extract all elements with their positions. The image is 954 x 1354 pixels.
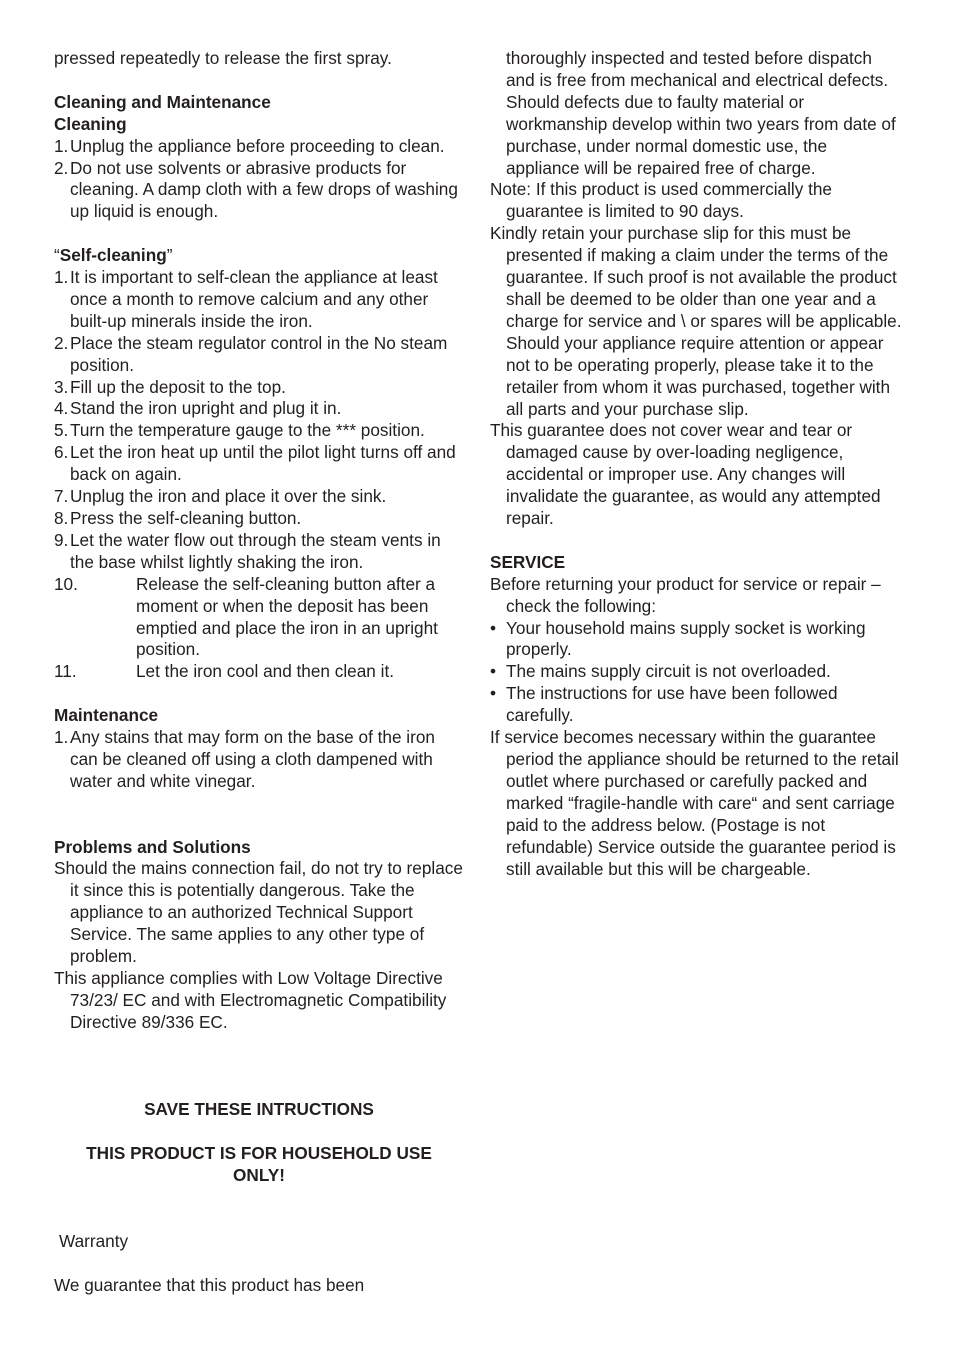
self-cleaning-item (54, 508, 464, 530)
item-text: Unplug the appliance before proceeding to clean. (70, 135, 445, 156)
self-cleaning-item (54, 486, 464, 508)
self-cleaning-item (54, 333, 464, 377)
right-column (490, 48, 902, 880)
self-cleaning-item (54, 267, 464, 333)
item-number: 10. (54, 573, 78, 594)
item-text: Let the iron heat up until the pilot light turns off and back on again. (70, 442, 456, 485)
warranty-label: Warranty (59, 1230, 129, 1251)
cleaning-heading: Cleaning (54, 113, 127, 134)
item-text: Release the self-cleaning button after a moment or when the deposit has been emptied and place the iron in an upright position. (136, 573, 438, 660)
warranty-text-continued: thoroughly inspected and tested before dispatch and is free from mechanical and electrical defects. Should defects due to faulty material or workmanship develop within two years from date of purchase, under normal domestic use, the appliance will be repaired free of charge. (506, 48, 896, 178)
service-heading: SERVICE (490, 551, 566, 572)
problems-paragraph: Should the mains connection fail, do not try to replace it since this is potentially dangerous. Take the appliance to an authorized Technical Support Service. The same applies to any other type of problem. (54, 858, 463, 967)
cleaning-item (54, 158, 464, 224)
purchase-slip-paragraph: Kindly retain your purchase slip for this must be presented if making a claim under the terms of the guarantee. If such proof is not available the product shall be deemed to be older than one year and a charge for service and \ or spares will be applicable. Should your appliance require attention or appear not to be operating properly, please take it to the retailer from whom it was purchased, together with all parts and your purchase slip. (490, 223, 902, 419)
item-text: It is important to self-clean the appliance at least once a month to remove calcium and any other built-up minerals inside the iron. (70, 267, 438, 331)
open-quote: “ (54, 245, 60, 266)
bullet-icon: • (490, 617, 497, 638)
bullet-text: The instructions for use have been followed carefully. (506, 683, 838, 726)
item-text: Turn the temperature gauge to the *** position. (70, 420, 425, 441)
commercial-note: Note: If this product is used commercially the guarantee is limited to 90 days. (490, 179, 832, 222)
item-text: Any stains that may form on the base of the iron can be cleaned off using a cloth dampened with water and white vinegar. (70, 727, 435, 791)
cleaning-item (54, 136, 464, 158)
household-use-heading: THIS PRODUCT IS FOR HOUSEHOLD USE ONLY! (86, 1143, 432, 1186)
maintenance-heading: Maintenance (54, 705, 159, 726)
bullet-icon: • (490, 683, 497, 704)
item-number: 8. (54, 508, 69, 528)
warranty-text-start: We guarantee that this product has been (54, 1274, 365, 1295)
self-cleaning-item (54, 398, 464, 420)
item-number: 1. (54, 267, 69, 288)
item-text: Let the iron cool and then clean it. (136, 661, 394, 682)
item-number: 7. (54, 486, 69, 507)
item-number: 6. (54, 442, 69, 463)
bullet-text: Your household mains supply socket is working properly. (506, 617, 866, 660)
item-text: Unplug the iron and place it over the sink. (70, 486, 387, 507)
cleaning-maintenance-heading: Cleaning and Maintenance (54, 91, 271, 112)
item-text: Stand the iron upright and plug it in. (70, 398, 342, 419)
save-instructions-heading: SAVE THESE INTRUCTIONS (144, 1099, 374, 1120)
self-cleaning-item (54, 377, 464, 399)
maintenance-item (54, 727, 464, 793)
item-number: 9. (54, 529, 69, 550)
item-text: Place the steam regulator control in the No steam position. (70, 332, 448, 375)
item-text: Fill up the deposit to the top. (70, 376, 286, 397)
service-intro: Before returning your product for service or repair – check the following: (490, 573, 881, 616)
item-number: 11. (54, 661, 77, 682)
left-column (54, 48, 464, 1296)
item-number: 4. (54, 398, 69, 419)
item-text: Do not use solvents or abrasive products for cleaning. A damp cloth with a few drops of washing up liquid is enough. (70, 157, 458, 222)
service-check-item (490, 683, 902, 727)
close-quote: ” (166, 245, 173, 266)
bullet-icon: • (490, 661, 497, 682)
self-cleaning-item (54, 420, 464, 442)
self-cleaning-item (54, 574, 464, 662)
item-number: 3. (54, 376, 69, 397)
item-text: Let the water flow out through the steam vents in the base whilst lightly shaking the iron. (70, 529, 441, 572)
item-number: 2. (54, 157, 69, 178)
exclusions-paragraph: This guarantee does not cover wear and tear or damaged cause by over-loading negligence, accidental or improper use. Any changes will invalidate the guarantee, as would any attempted repair. (490, 420, 881, 529)
item-text: Press the self-cleaning button. (70, 508, 302, 528)
self-cleaning-item (54, 442, 464, 486)
item-number: 5. (54, 420, 69, 441)
intro-text: pressed repeatedly to release the first spray. (54, 48, 392, 68)
self-cleaning-item (54, 661, 464, 683)
self-cleaning-item (54, 530, 464, 574)
problems-heading: Problems and Solutions (54, 836, 251, 857)
service-check-item (490, 618, 902, 662)
compliance-paragraph: This appliance complies with Low Voltage Directive 73/23/ EC and with Electromagnetic Compatibility Directive 89/336 EC. (54, 967, 447, 1032)
item-number: 2. (54, 332, 69, 353)
self-cleaning-heading-text: Self-cleaning (59, 245, 167, 266)
item-number: 1. (54, 135, 69, 156)
bullet-text: The mains supply circuit is not overloaded. (506, 661, 831, 682)
self-cleaning-heading (54, 245, 464, 267)
service-outro: If service becomes necessary within the guarantee period the appliance should be returned to the retail outlet where purchased or carefully packed and marked “fragile-handle with care“ and sent carriage paid to the address below. (Postage is not refundable) Service outside the guarantee period is still available but this will be chargeable. (490, 727, 899, 879)
item-number: 1. (54, 727, 69, 748)
service-check-item (490, 661, 902, 683)
